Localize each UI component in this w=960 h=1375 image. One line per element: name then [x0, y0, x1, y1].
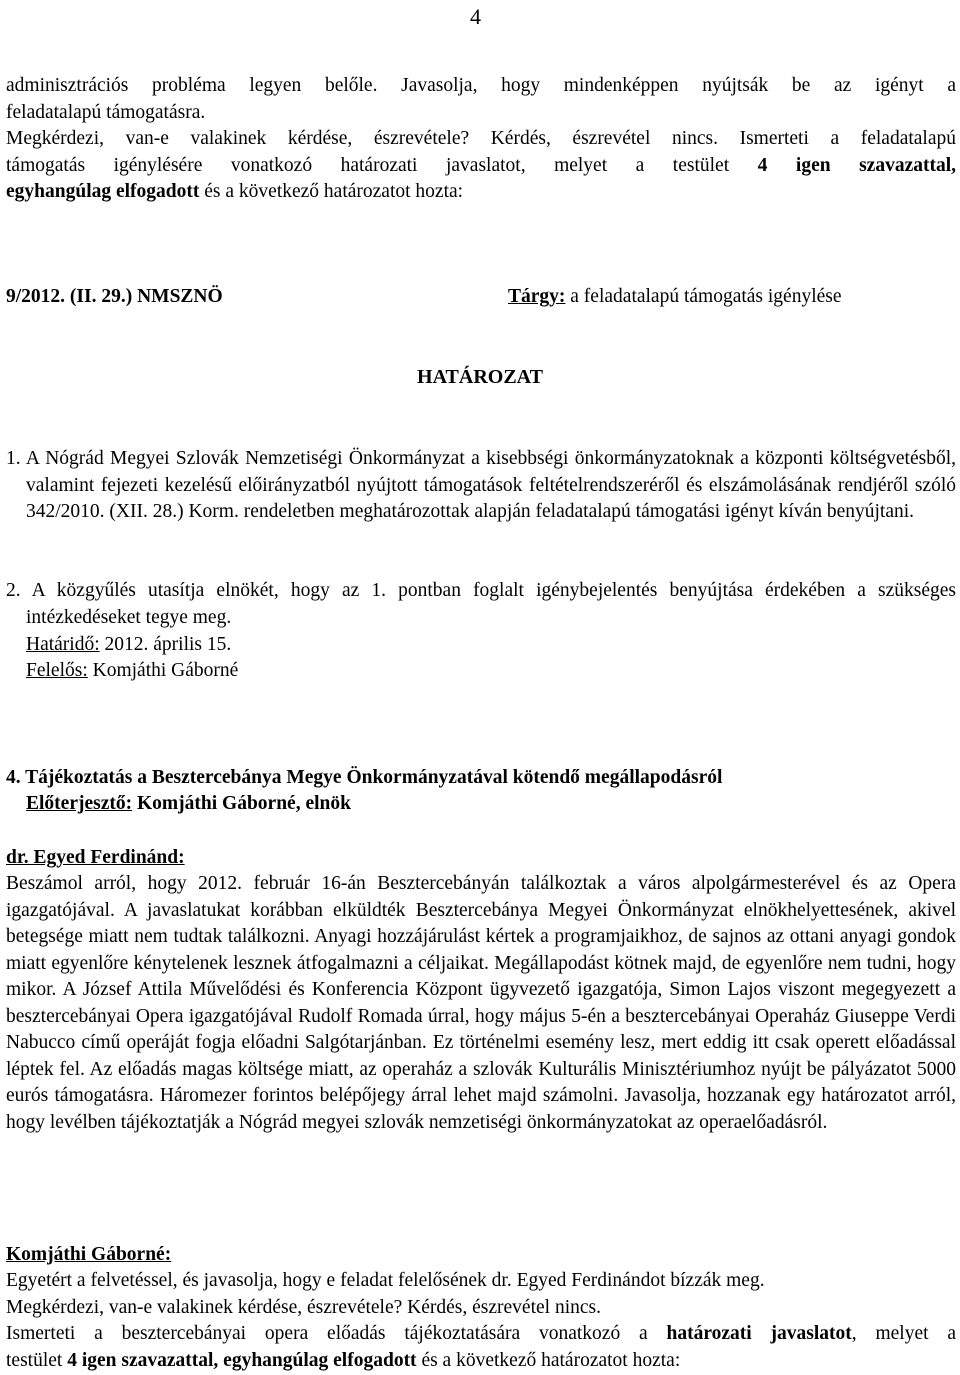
- vote-count: 4 igen szavazattal,: [757, 154, 956, 176]
- line-text: testület: [6, 1349, 68, 1371]
- responsible-value: Komjáthi Gáborné: [87, 660, 239, 681]
- resolution-subject: [508, 286, 842, 308]
- line-text: , melyet a: [851, 1323, 956, 1344]
- line-bold: határozati javaslatot: [666, 1323, 852, 1344]
- vote-result: egyhangúlag elfogadott: [6, 181, 200, 202]
- resolution-item-2: 2. A közgyűlés utasítja elnökét, hogy az 1. pontban foglalt igénybejelentés benyújtása érdekében a szükséges intézkedéseket tegye meg.: [6, 580, 956, 628]
- resolution-heading: [0, 366, 960, 389]
- speaker-2-name: [6, 1242, 956, 1269]
- intro-line-2: feladatalapú támogatásra.: [6, 101, 206, 123]
- deadline-value: 2012. április 15.: [99, 634, 232, 655]
- intro-text: és a következő határozatot hozta:: [199, 181, 464, 202]
- deadline-label: Határidő:: [26, 634, 100, 655]
- speaker-2-line-3: [6, 1321, 956, 1348]
- agenda-title-text: 4. Tájékoztatás a Besztercebánya Megye Önkormányzatával kötendő megállapodásról: [6, 767, 723, 788]
- intro-text: támogatás igénylésére vonatkozó határozati javaslatot, melyet a testület: [6, 154, 758, 176]
- intro-line-3: Megkérdezi, van-e valakinek kérdése, észrevétele? Kérdés, észrevétel nincs. Ismerteti a feladatalapú: [6, 128, 956, 149]
- line-text: Ismerteti a besztercebányai opera előadás tájékoztatására vonatkozó a: [6, 1323, 667, 1344]
- resolution-responsible: [6, 658, 960, 685]
- intro-line-1: adminisztrációs probléma legyen belőle. Javasolja, hogy mindenképpen nyújtsák be az igényt a: [6, 75, 956, 96]
- line-bold: 4 igen szavazattal, egyhangúlag elfogadott: [67, 1349, 417, 1371]
- line-text: és a következő határozatot hozta:: [416, 1349, 681, 1371]
- intro-paragraph: [6, 73, 956, 206]
- intro-line-4: [6, 153, 956, 180]
- speaker-2-line-1: Egyetért a felvetéssel, és javasolja, hogy e feladat felelősének dr. Egyed Ferdinándot bízzák meg.: [6, 1270, 765, 1291]
- speaker-1-name: [6, 845, 956, 872]
- resolution-item-1: 1. A Nógrád Megyei Szlovák Nemzetiségi Önkormányzat a kisebbségi önkormányzatoknak a központi költségvetésből, valamint fejezeti kezelésű előirányzatból nyújtott támogatások feltételrendszeréről és elszámolásának rendjéről szóló 342/2010. (XII. 28.) Korm. rendeletben meghatározottak alapján feladatalapú támogatási igényt kíván benyújtani.: [6, 448, 956, 522]
- speaker-2-name-text: Komjáthi Gáborné:: [6, 1244, 172, 1265]
- presenter-value: Komjáthi Gáborné, elnök: [132, 793, 351, 814]
- speaker-2-text: [6, 1268, 956, 1374]
- agenda-title: [6, 765, 956, 792]
- speaker-1-name-text: dr. Egyed Ferdinánd:: [6, 847, 185, 868]
- speaker-2-line-4: [6, 1348, 956, 1375]
- resolution-number: 9/2012. (II. 29.) NMSZNÖ: [6, 286, 223, 307]
- responsible-label: Felelős:: [26, 660, 88, 681]
- subject-text: a feladatalapú támogatás igénylése: [565, 286, 842, 307]
- agenda-presenter: [6, 791, 960, 818]
- page-number: 4: [470, 4, 481, 29]
- presenter-label: Előterjesztő:: [26, 793, 133, 814]
- resolution-header: [6, 286, 956, 308]
- subject-label: Tárgy:: [508, 286, 566, 307]
- resolution-deadline: [6, 632, 960, 659]
- intro-line-5: [6, 179, 956, 206]
- heading-text: HATÁROZAT: [417, 366, 543, 388]
- speaker-2-line-2: Megkérdezi, van-e valakinek kérdése, észrevétele? Kérdés, észrevétel nincs.: [6, 1296, 601, 1318]
- speaker-1-text: Beszámol arról, hogy 2012. február 16-án Besztercebányán találkoztak a város alpolgármesterével és az Opera igazgatójával. A javaslatukat korábban elküldték Besztercebánya Megyei Önkormányzat elnökhelyettesének, akivel betegsége miatt nem tudtak találkozni. Anyagi hozzájárulást kértek a programjaikhoz, de sajnos az ottani anyagi gondok miatt egyenlőre kénytelenek lesznek átfogalmazni a céljaikat. Megállapodást kötnek majd, de egyenlőre nem tudni, hogy mikor. A József Attila Művelődési és Konferencia Központ ügyvezető igazgatója, Simon Lajos viszont megegyezett a besztercebányai Opera igazgatójával Rudolf Romada úrral, hogy május 5-én a besztercebányai Operaház Giuseppe Verdi Nabucco című operáját fogja előadni Salgótarjánban. Ez történelmi esemény lesz, mert eddig itt csak operett előadással léptek fel. Az előadás magas költsége miatt, az operaház a szlovák Kulturális Minisztériumhoz nyújt be pályázatot 5000 eurós támogatásra. Háromezer forintos belépőjegy árral lehet majd számolni. Javasolja, hozzanak egy határozatot arról, hogy levélben tájékoztatják a Nógrád megyei szlovák nemzetiségi önkormányzatokat az operaelőadásról.: [6, 873, 956, 1133]
